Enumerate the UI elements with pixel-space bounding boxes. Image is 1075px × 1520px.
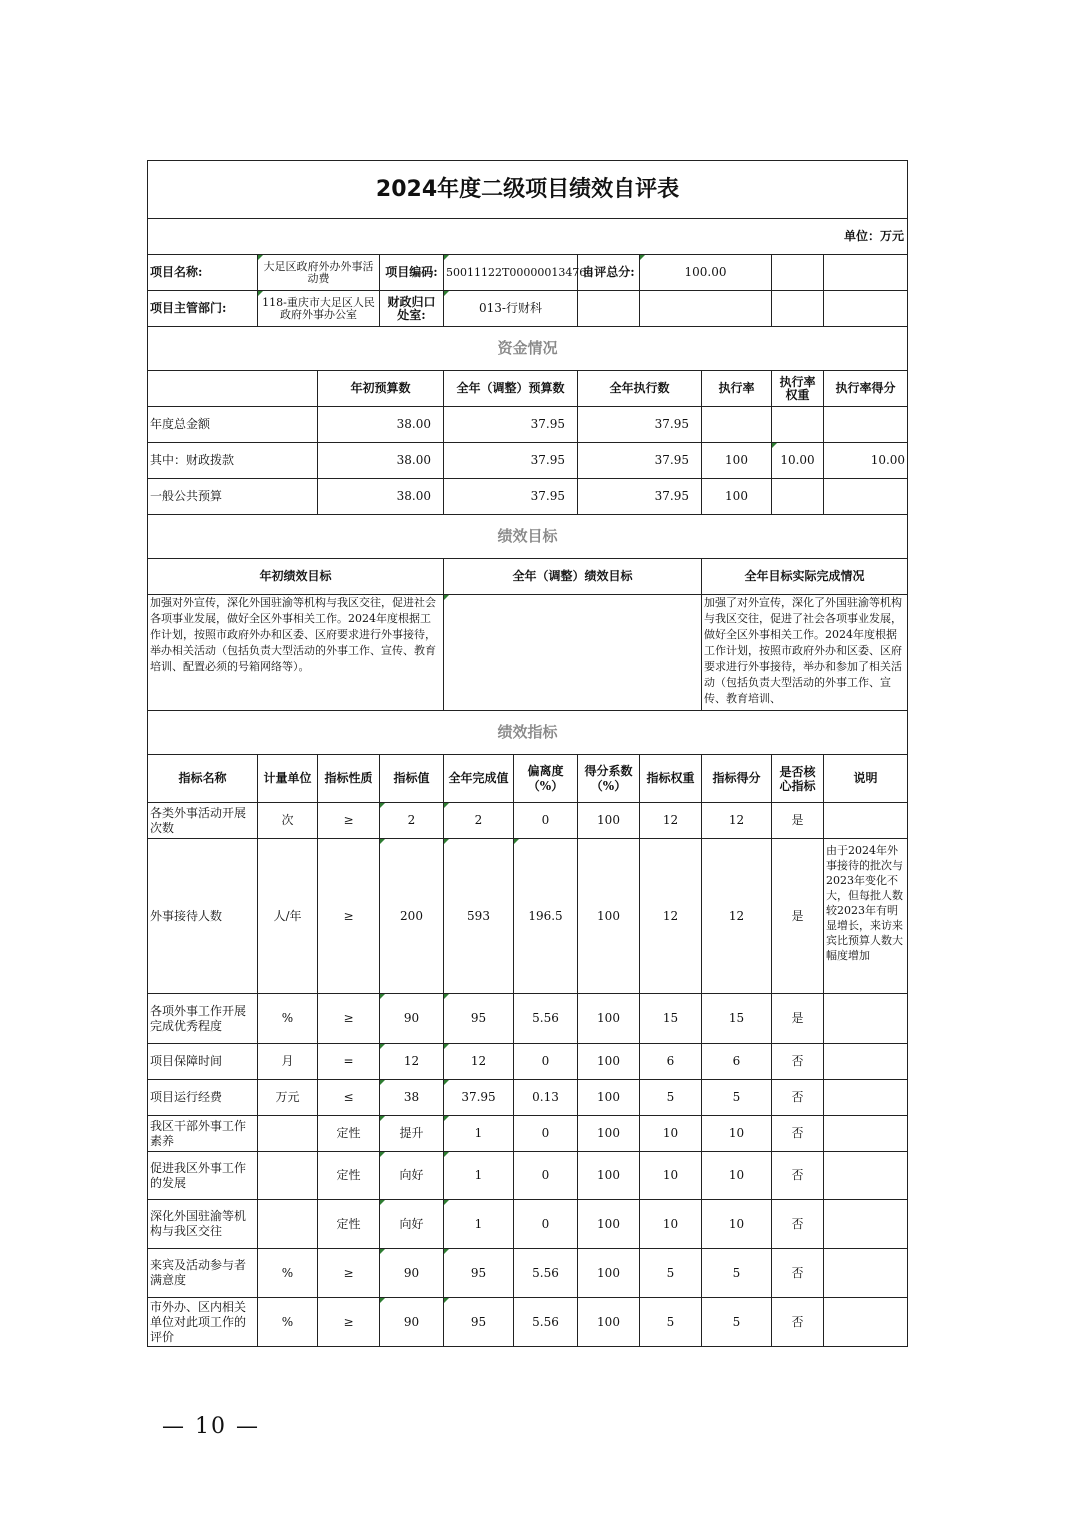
indicator-unit: %	[258, 1249, 318, 1298]
funds-header-initial: 年初预算数	[318, 371, 444, 407]
indicator-target: 90	[380, 994, 444, 1044]
indicator-core: 否	[772, 1080, 824, 1116]
indicator-target: 90	[380, 1298, 444, 1347]
funds-score	[824, 479, 908, 515]
indicator-note	[824, 1080, 908, 1116]
indicator-name: 促进我区外事工作的发展	[148, 1152, 258, 1200]
indicator-note	[824, 1249, 908, 1298]
indicator-header-note: 说明	[824, 755, 908, 803]
indicator-note	[824, 1298, 908, 1347]
indicator-deviation: 5.56	[514, 1298, 578, 1347]
project-info-row-1	[148, 255, 908, 291]
office-label: 财政归口处室:	[380, 291, 444, 327]
indicator-score: 15	[702, 994, 772, 1044]
indicator-actual: 1	[444, 1200, 514, 1249]
indicator-target: 2	[380, 803, 444, 839]
indicator-weight: 5	[640, 1080, 702, 1116]
indicator-header-coef: 得分系数（%）	[578, 755, 640, 803]
indicator-coef: 100	[578, 803, 640, 839]
indicator-weight: 5	[640, 1249, 702, 1298]
indicator-weight: 10	[640, 1200, 702, 1249]
indicator-row	[148, 1200, 908, 1249]
indicator-weight: 12	[640, 803, 702, 839]
adjusted-goal-text	[444, 595, 702, 711]
indicator-note	[824, 1200, 908, 1249]
funds-header-executed: 全年执行数	[578, 371, 702, 407]
indicator-note	[824, 1152, 908, 1200]
indicator-score: 10	[702, 1116, 772, 1152]
indicator-header-target: 指标值	[380, 755, 444, 803]
indicator-header-weight: 指标权重	[640, 755, 702, 803]
indicator-score: 10	[702, 1200, 772, 1249]
indicator-target: 提升	[380, 1116, 444, 1152]
goals-header-row	[148, 559, 908, 595]
indicator-name: 外事接待人数	[148, 839, 258, 994]
indicator-row	[148, 994, 908, 1044]
goals-header-adjusted: 全年（调整）绩效目标	[444, 559, 702, 595]
funds-row	[148, 407, 908, 443]
indicator-name: 各类外事活动开展次数	[148, 803, 258, 839]
indicator-deviation: 5.56	[514, 1249, 578, 1298]
indicator-core: 否	[772, 1152, 824, 1200]
indicator-deviation: 0	[514, 803, 578, 839]
funds-executed: 37.95	[578, 479, 702, 515]
page-number: — 10 —	[162, 1414, 260, 1439]
indicator-actual: 593	[444, 839, 514, 994]
goals-header-initial: 年初绩效目标	[148, 559, 444, 595]
indicator-unit: 次	[258, 803, 318, 839]
indicator-header-nature: 指标性质	[318, 755, 380, 803]
indicator-unit: 万元	[258, 1080, 318, 1116]
indicator-coef: 100	[578, 1298, 640, 1347]
goals-content-row	[148, 595, 908, 711]
funds-header-row	[148, 371, 908, 407]
indicator-core: 否	[772, 1249, 824, 1298]
indicator-actual: 95	[444, 1249, 514, 1298]
indicator-header-name: 指标名称	[148, 755, 258, 803]
funds-rate	[702, 407, 772, 443]
self-evaluation-table	[147, 160, 908, 1347]
indicator-coef: 100	[578, 1200, 640, 1249]
funds-row	[148, 479, 908, 515]
indicator-score: 12	[702, 839, 772, 994]
indicator-header-core: 是否核心指标	[772, 755, 824, 803]
indicator-note	[824, 1044, 908, 1080]
funds-weight: 10.00	[772, 443, 824, 479]
indicator-unit	[258, 1116, 318, 1152]
indicator-core: 否	[772, 1298, 824, 1347]
indicator-core: 否	[772, 1200, 824, 1249]
project-code-value: 50011122T000000134766	[444, 255, 578, 291]
indicator-row	[148, 1152, 908, 1200]
indicator-target: 12	[380, 1044, 444, 1080]
indicator-target: 90	[380, 1249, 444, 1298]
funds-initial: 38.00	[318, 443, 444, 479]
indicator-note	[824, 1116, 908, 1152]
indicator-actual: 1	[444, 1116, 514, 1152]
indicator-actual: 1	[444, 1152, 514, 1200]
indicator-name: 项目运行经费	[148, 1080, 258, 1116]
indicator-nature: ≥	[318, 839, 380, 994]
funds-adjusted: 37.95	[444, 479, 578, 515]
funds-score	[824, 407, 908, 443]
funds-adjusted: 37.95	[444, 443, 578, 479]
funds-row-name: 年度总金额	[148, 407, 318, 443]
self-score-label: 自评总分:	[578, 255, 640, 291]
indicator-header-score: 指标得分	[702, 755, 772, 803]
funds-initial: 38.00	[318, 479, 444, 515]
indicator-name: 项目保障时间	[148, 1044, 258, 1080]
indicator-coef: 100	[578, 1249, 640, 1298]
dept-value: 118-重庆市大足区人民政府外事办公室	[258, 291, 380, 327]
indicator-coef: 100	[578, 1152, 640, 1200]
indicator-score: 5	[702, 1249, 772, 1298]
indicator-unit	[258, 1200, 318, 1249]
indicator-coef: 100	[578, 1080, 640, 1116]
indicator-nature: 定性	[318, 1116, 380, 1152]
funds-header-rate: 执行率	[702, 371, 772, 407]
indicator-nature: =	[318, 1044, 380, 1080]
indicator-unit: 月	[258, 1044, 318, 1080]
indicator-actual: 95	[444, 994, 514, 1044]
indicator-row	[148, 839, 908, 994]
indicator-coef: 100	[578, 1116, 640, 1152]
indicator-core: 否	[772, 1116, 824, 1152]
indicator-note	[824, 994, 908, 1044]
indicator-row	[148, 803, 908, 839]
indicator-weight: 5	[640, 1298, 702, 1347]
indicator-nature: ≥	[318, 1249, 380, 1298]
indicators-header-row	[148, 755, 908, 803]
indicator-name: 深化外国驻渝等机构与我区交往	[148, 1200, 258, 1249]
indicator-name: 各项外事工作开展完成优秀程度	[148, 994, 258, 1044]
funds-rate: 100	[702, 479, 772, 515]
indicator-coef: 100	[578, 994, 640, 1044]
indicator-weight: 10	[640, 1116, 702, 1152]
indicator-header-deviation: 偏离度（%）	[514, 755, 578, 803]
indicator-weight: 15	[640, 994, 702, 1044]
goals-section-title: 绩效目标	[148, 515, 908, 559]
funds-header-score: 执行率得分	[824, 371, 908, 407]
actual-completion-text: 加强了对外宣传，深化了外国驻渝等机构与我区交往，促进了社会各项事业发展，做好全区外事相关工作。2024年度根据工作计划，按照市政府外办和区委、区府要求进行外事接待，举办和参加了相关活动（包括负责大型活动的外事工作、宣传、教育培训、	[704, 596, 902, 705]
indicator-deviation: 0	[514, 1044, 578, 1080]
indicator-core: 是	[772, 839, 824, 994]
funds-header-weight: 执行率权重	[772, 371, 824, 407]
indicator-nature: ≥	[318, 803, 380, 839]
indicator-coef: 100	[578, 1044, 640, 1080]
indicator-coef: 100	[578, 839, 640, 994]
indicator-score: 6	[702, 1044, 772, 1080]
page-title: 2024年度二级项目绩效自评表	[148, 161, 908, 219]
indicator-deviation: 5.56	[514, 994, 578, 1044]
project-name-label: 项目名称:	[148, 255, 258, 291]
funds-section-title: 资金情况	[148, 327, 908, 371]
funds-initial: 38.00	[318, 407, 444, 443]
project-code-label: 项目编码:	[380, 255, 444, 291]
indicator-deviation: 0	[514, 1200, 578, 1249]
indicator-unit: %	[258, 994, 318, 1044]
funds-row-name: 一般公共预算	[148, 479, 318, 515]
indicator-nature: ≤	[318, 1080, 380, 1116]
indicator-weight: 10	[640, 1152, 702, 1200]
indicator-score: 5	[702, 1080, 772, 1116]
funds-executed: 37.95	[578, 443, 702, 479]
indicator-deviation: 0.13	[514, 1080, 578, 1116]
indicator-nature: ≥	[318, 1298, 380, 1347]
goals-header-actual: 全年目标实际完成情况	[702, 559, 908, 595]
indicator-weight: 6	[640, 1044, 702, 1080]
indicators-section-title: 绩效指标	[148, 711, 908, 755]
indicator-unit: 人/年	[258, 839, 318, 994]
funds-row	[148, 443, 908, 479]
indicator-unit	[258, 1152, 318, 1200]
indicator-target: 38	[380, 1080, 444, 1116]
indicator-nature: ≥	[318, 994, 380, 1044]
indicator-row	[148, 1080, 908, 1116]
funds-header-adjusted: 全年（调整）预算数	[444, 371, 578, 407]
indicator-nature: 定性	[318, 1152, 380, 1200]
indicator-core: 是	[772, 994, 824, 1044]
indicator-target: 向好	[380, 1152, 444, 1200]
indicator-unit: %	[258, 1298, 318, 1347]
indicator-row	[148, 1298, 908, 1347]
initial-goal-text: 加强对外宣传，深化外国驻渝等机构与我区交往，促进社会各项事业发展，做好全区外事相关工作。2024年度根据工作计划，按照市政府外办和区委、区府要求进行外事接待，举办相关活动（包括负责大型活动的外事工作、宣传、教育培训、配置必须的号箱网络等）。	[150, 596, 436, 673]
funds-score: 10.00	[824, 443, 908, 479]
indicator-header-unit: 计量单位	[258, 755, 318, 803]
indicator-actual: 2	[444, 803, 514, 839]
indicator-note	[824, 803, 908, 839]
office-value: 013-行财科	[444, 291, 578, 327]
indicator-row	[148, 1249, 908, 1298]
project-info-row-2	[148, 291, 908, 327]
indicator-name: 市外办、区内相关单位对此项工作的评价	[148, 1298, 258, 1347]
unit-label: 单位：万元	[148, 219, 908, 255]
indicator-deviation: 0	[514, 1152, 578, 1200]
project-name-value: 大足区政府外办外事活动费	[258, 255, 380, 291]
funds-adjusted: 37.95	[444, 407, 578, 443]
indicator-name: 我区干部外事工作素养	[148, 1116, 258, 1152]
funds-executed: 37.95	[578, 407, 702, 443]
indicator-actual: 95	[444, 1298, 514, 1347]
indicator-deviation: 196.5	[514, 839, 578, 994]
funds-rate: 100	[702, 443, 772, 479]
indicator-score: 5	[702, 1298, 772, 1347]
indicator-score: 12	[702, 803, 772, 839]
indicator-nature: 定性	[318, 1200, 380, 1249]
indicator-core: 否	[772, 1044, 824, 1080]
indicator-deviation: 0	[514, 1116, 578, 1152]
indicator-header-actual: 全年完成值	[444, 755, 514, 803]
indicator-actual: 12	[444, 1044, 514, 1080]
indicator-row	[148, 1044, 908, 1080]
indicator-name: 来宾及活动参与者满意度	[148, 1249, 258, 1298]
dept-label: 项目主管部门:	[148, 291, 258, 327]
funds-row-name: 其中：财政拨款	[148, 443, 318, 479]
self-score-value: 100.00	[640, 255, 772, 291]
indicator-target: 向好	[380, 1200, 444, 1249]
indicator-score: 10	[702, 1152, 772, 1200]
funds-weight	[772, 407, 824, 443]
indicator-target: 200	[380, 839, 444, 994]
indicator-core: 是	[772, 803, 824, 839]
indicator-row	[148, 1116, 908, 1152]
indicator-note: 由于2024年外事接待的批次与2023年变化不大，但每批人数较2023年有明显增长，来访来宾比预算人数大幅度增加	[826, 844, 903, 962]
funds-weight	[772, 479, 824, 515]
indicator-weight: 12	[640, 839, 702, 994]
indicator-actual: 37.95	[444, 1080, 514, 1116]
